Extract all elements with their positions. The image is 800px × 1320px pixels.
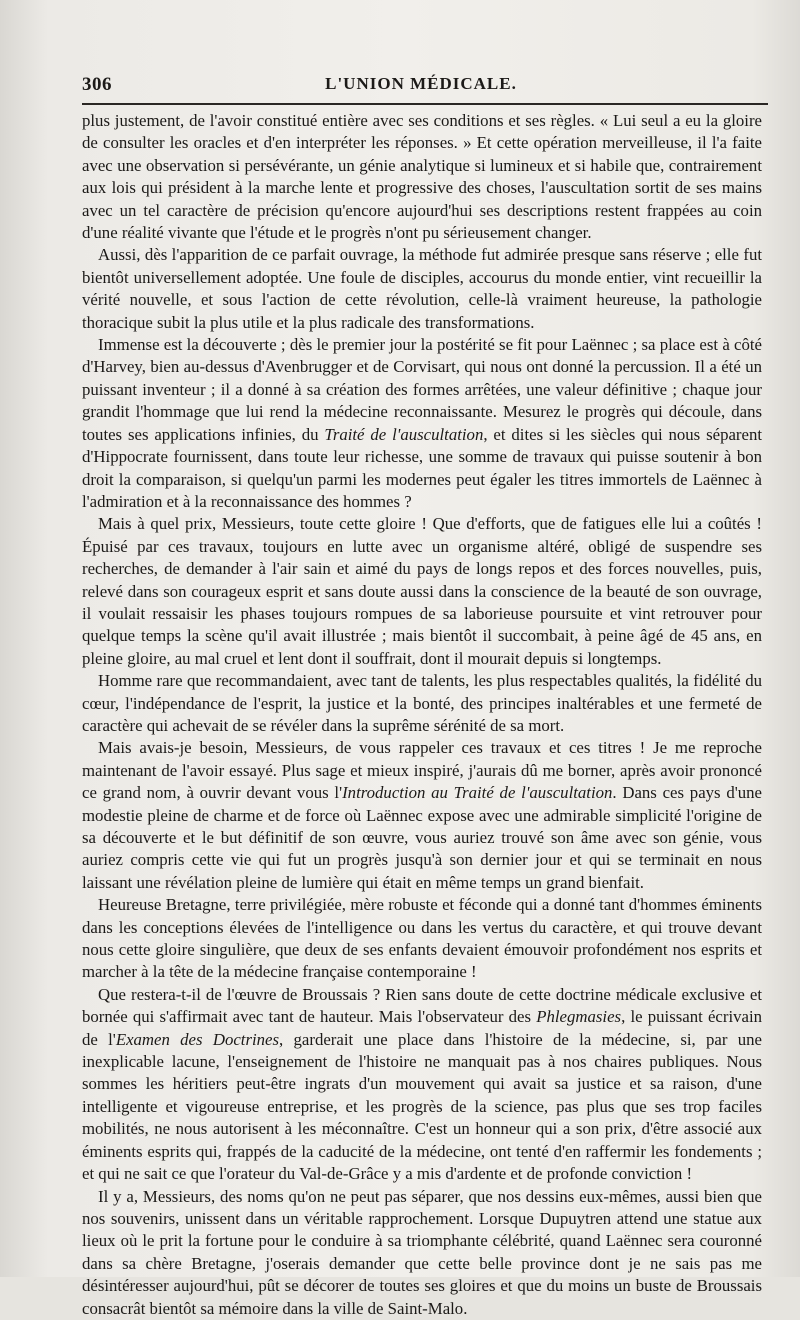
- header-rule: [82, 103, 768, 105]
- text-run: Heureuse Bretagne, terre privilégiée, mère robuste et féconde qui a donné tant d'hommes éminents dans les conceptions élevées de l'intelligence ou dans les vertus du caractère, et qui trouve devant nous cette gloire singulière, que deux de ses enfants devaient émouvoir profondément nos esprits et marcher à la tête de la médecine française contemporaine !: [82, 895, 762, 982]
- text-run: Mais à quel prix, Messieurs, toute cette gloire ! Que d'efforts, que de fatigues elle lui a coûtés ! Épuisé par ces travaux, toujours en lutte avec un organisme altéré, obligé de suspendre ses recherches, de demander à l'air sain et aimé du pays de longs repos et des forces nouvelles, puis, relevé dans son courageux esprit et sans doute aussi dans la conscience de la beauté de son ouvrage, il voulait ressaisir les phases toujours rompues de sa laborieuse poursuite et vint retrouver pour quelque temps la scène qu'il avait illustrée ; mais bientôt il succombait, à peine âgé de 45 ans, en pleine gloire, au mal cruel et lent dont il souffrait, dont il mourait depuis si longtemps.: [82, 514, 762, 668]
- text-run: Aussi, dès l'apparition de ce parfait ouvrage, la méthode fut admirée presque sans réserve ; elle fut bientôt universellement adoptée. Une foule de disciples, accourus du monde entier, vint recueillir la vérité nouvelle, et sous l'action de cette révolution, celle-là vraiment heureuse, la pathologie thoracique subit la plus utile et la plus radicale des transformations.: [82, 245, 762, 332]
- text-run: plus justement, de l'avoir constitué entière avec ses conditions et ses règles. « Lui seul a eu la gloire de consulter les oracles et d'en interpréter les réponses. » Et cette opération merveilleuse, il l'a faite avec une observation si persévérante, un génie analytique si lumineux et si habile que, contrairement aux lois qui président à la marche lente et progressive des choses, l'auscultation sortit de ses mains avec un tel caractère de précision qu'encore aujourd'hui ses descriptions restent frappées au coin d'une réalité vivante que l'étude et le progrès n'ont pu sérieusement changer.: [82, 111, 762, 243]
- text-run: . Dans ces pays d'une modestie pleine de charme et de force où Laënnec expose avec une admirable simplicité l'origine de sa découverte et le but définitif de son œuvre, vous auriez trouvé son âme avec son génie, vous auriez compris cette vie qui fut un progrès jusqu'à son dernier jour et qui se terminait en nous laissant une révélation pleine de lumière qui était en même temps un grand bienfait.: [82, 783, 762, 892]
- italic-title: Introduction au Traité de l'auscultation: [342, 783, 613, 803]
- text-run: , garderait une place dans l'histoire de la médecine, si, par une inexplicable lacune, l'enseignement de l'histoire ne manquait pas à nos chaires publiques. Nous sommes les héritiers peut-être ingrats d'un mouvement qui avait sa justice et sa raison, d'une intelligente et vigoureuse entreprise, et les progrès de la science, pas plus que ses trop faciles mobilités, ne nous autorisent à les méconnaître. C'est un honneur qui a son prix, d'être associé aux éminents esprits qui, frappés de la caducité de la médecine, ont tenté d'en raffermir les fondements ; et qui ne sait ce que l'orateur du Val-de-Grâce y a mis d'ardente et de profonde conviction !: [82, 1029, 762, 1184]
- body-text: [82, 110, 762, 1320]
- text-run: Il y a, Messieurs, des noms qu'on ne peut pas séparer, que nos dessins eux-mêmes, aussi bien que nos souvenirs, unissent dans un véritable rapprochement. Lorsque Dupuytren attend une statue aux lieux où le prit la fortune pour le conduire à sa triomphante célébrité, quand Laënnec sera couronné dans sa chère Bretagne, j'oserais demander que cette belle province dont je ne sais pas me désintéresser aujourd'hui, pût se décorer de toutes ses gloires et que du moins un buste de Broussais consacrât bientôt sa mémoire dans la ville de Saint-Malo.: [82, 1186, 762, 1318]
- running-title: L'UNION MÉDICALE.: [325, 74, 517, 93]
- paragraph: [82, 984, 762, 1186]
- page-header: [82, 72, 760, 100]
- text-run: Homme rare que recommandaient, avec tant de talents, les plus respectables qualités, la fidélité du cœur, l'indépendance de l'esprit, la justice et la bonté, des principes inaltérables et une fermeté de caractère qui achevait de se révéler dans la suprême sérénité de sa mort.: [82, 671, 762, 735]
- paragraph: [82, 110, 762, 244]
- page-number: 306: [82, 74, 112, 95]
- paragraph: [82, 334, 762, 513]
- text-run: Que restera-t-il de l'œuvre de Broussais ? Rien sans doute de cette doctrine médicale exclusive et bornée qui s'affirmait avec tant de hauteur. Mais l'observateur des: [82, 984, 762, 1027]
- text-run: Mais avais-je besoin, Messieurs, de vous rappeler ces travaux et ces titres ! Je me reproche maintenant de l'avoir essayé. Plus sage et mieux inspiré, j'aurais dû me borner, après avoir prononcé ce grand nom, à ouvrir devant vous l': [82, 738, 762, 803]
- paragraph: [82, 670, 762, 737]
- paragraph: [82, 513, 762, 670]
- paragraph: [82, 244, 762, 334]
- italic-title: Examen des Doctrines: [115, 1029, 280, 1049]
- paragraph: [82, 1186, 762, 1320]
- text-run: , le puissant écrivain de l': [82, 1007, 762, 1049]
- text-run: Immense est la découverte ; dès le premier jour la postérité se fit pour Laënnec ; sa place est à côté d'Harvey, bien au-dessus d'Avenbrugger et de Corvisart, qui nous ont donné la percussion. Il a été un puissant inventeur ; il a donné à sa création des formes arrêtées, une valeur définitive ; chaque jour grandit l'hommage que lui rend la médecine reconnaissante. Mesurez le progrès qui découle, dans toutes ses applications infinies, du: [82, 335, 762, 444]
- paragraph: [82, 737, 762, 894]
- italic-title: Phlegmasies: [536, 1007, 622, 1027]
- text-run: , et dites si les siècles qui nous séparent d'Hippocrate fournissent, dans toute leur richesse, une somme de travaux qui puisse soutenir à bon droit la comparaison, si quelqu'un parmi les modernes peut égaler les titres immortels de Laënnec à l'admiration et à la reconnaissance des hommes ?: [82, 424, 763, 511]
- paragraph: [82, 894, 762, 984]
- italic-title: Traité de l'auscultation: [324, 424, 484, 444]
